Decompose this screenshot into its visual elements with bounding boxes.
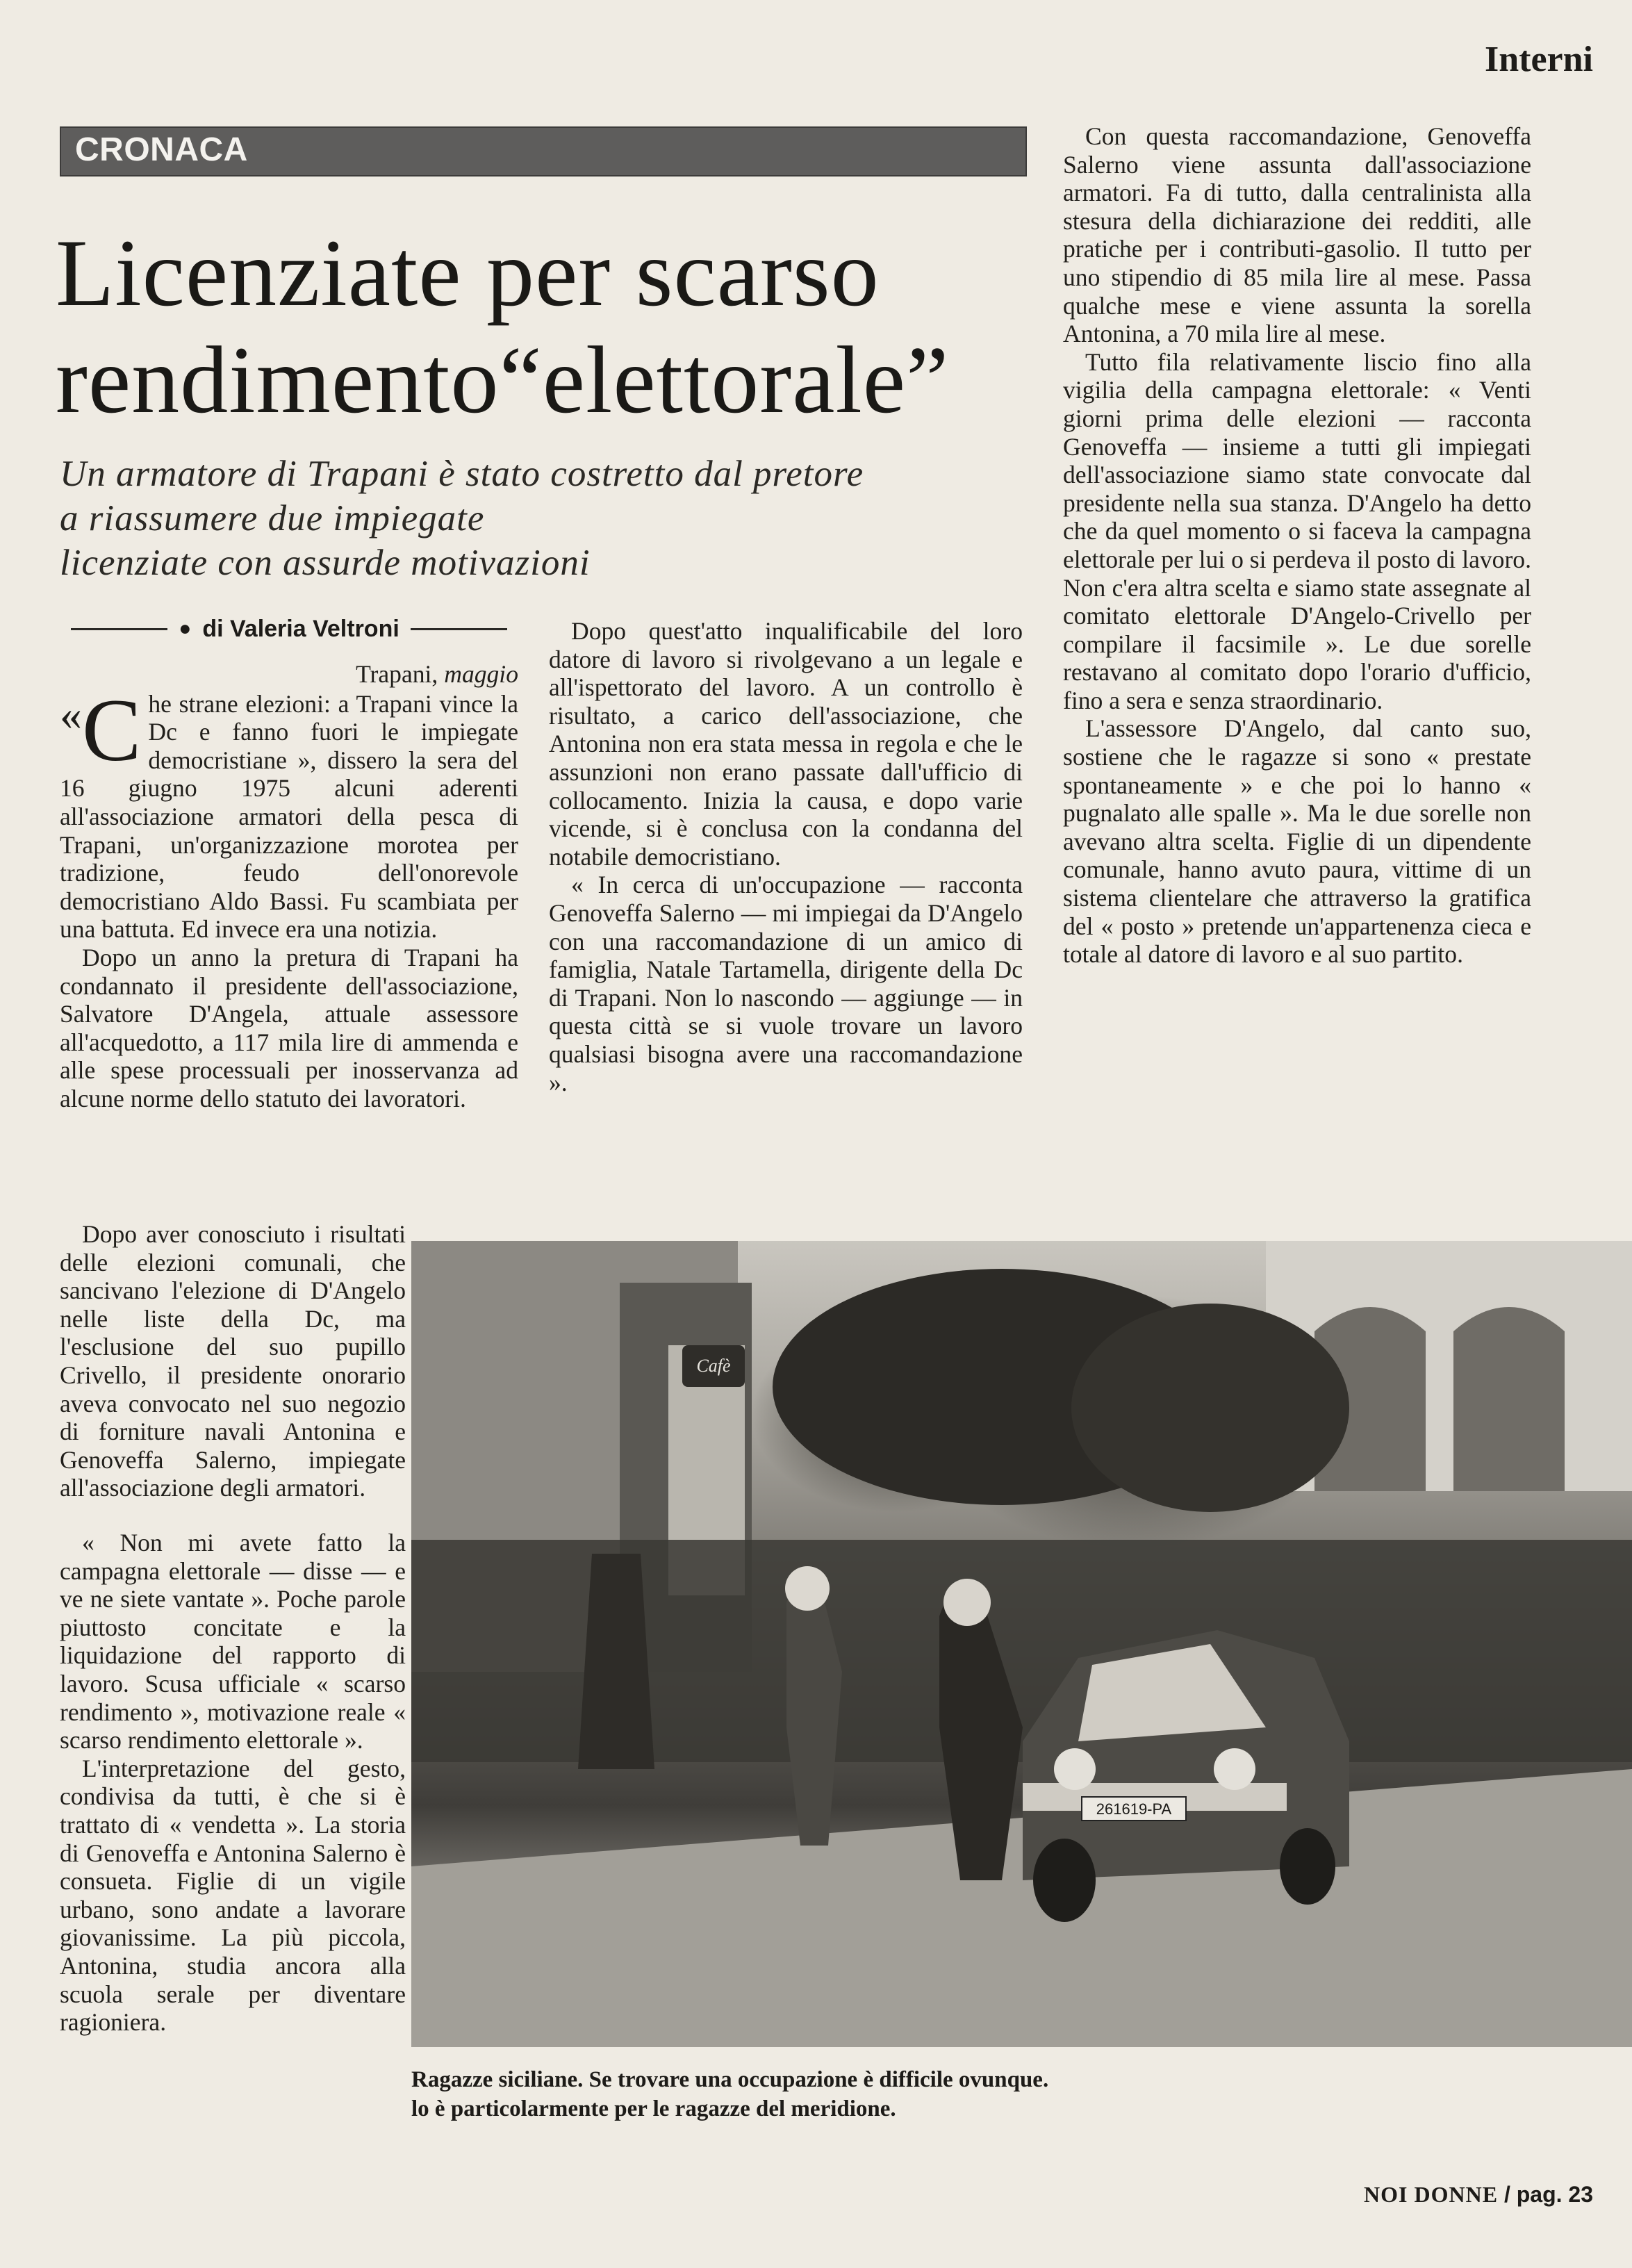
article-column-1-lower bbox=[60, 1529, 406, 2037]
car-headlight-right bbox=[1214, 1748, 1255, 1790]
article-paragraph-9: Tutto fila relativamente liscio fino alla vigilia della campagna elettorale: « Venti giorni prima delle elezioni — racconta Genoveffa — insieme a tutti gli impiegati dell'associazione siamo state convocate dal presidente nella sua stanza. D'Angelo ha detto che da quel momento o si faceva la campagna elettorale per lui o si perdeva il posto di lavoro. Non c'era altra scelta e siamo state assegnate al comitato elettorale D'Angelo-Crivello per compilare il facsimile ». Le due sorelle restavano al comitato dopo l'orario d'ufficio, fino a sera e senza straordinario. bbox=[1063, 347, 1531, 714]
car-wheel-front bbox=[1033, 1839, 1096, 1922]
article-paragraph-7: « In cerca di un'occupazione — racconta Genoveffa Salerno — mi impiegai da D'Angelo con una raccomandazione di un amico di famiglia, Natale Tartamella, dirigente della Dc di Trapani. Non lo nascondo — aggiunge — in questa città se si vuole trovare un lavoro qualsiasi bisogna avere una raccomandazione ». bbox=[549, 871, 1023, 1096]
article-column-1 bbox=[60, 660, 518, 1113]
caption-line-2: lo è particolarmente per le ragazze del meridione. bbox=[411, 2096, 896, 2121]
woman-right-face bbox=[943, 1579, 991, 1626]
byline bbox=[60, 611, 518, 646]
headline-line-1: Licenziate per scarso bbox=[56, 220, 880, 326]
arch-2 bbox=[1453, 1307, 1565, 1491]
byline-rule-left bbox=[71, 628, 167, 630]
subtitle bbox=[60, 452, 963, 585]
article-column-3 bbox=[1063, 122, 1531, 969]
footer-separator: / bbox=[1503, 2182, 1510, 2207]
article-paragraph-4: « Non mi avete fatto la campagna elettorale — disse — e ve ne siete vantate ». Poche parole piuttosto concitate e la liquidazione del rapporto di lavoro. Scusa ufficiale « scarso rendimento », motivazione reale « scarso rendimento elettorale ». bbox=[60, 1529, 406, 1755]
subtitle-line-1: Un armatore di Trapani è stato costretto dal pretore bbox=[60, 454, 864, 494]
photo-caption bbox=[411, 2065, 1632, 2123]
article-paragraph-10: L'assessore D'Angelo, dal canto suo, sostiene che le ragazze si sono « prestate spontaneamente » e che poi lo hanno « pugnalato alle spalle ». Ma le due sorelle non avevano altra scelta. Figlie di un dipendente comunale, hanno avuto paura, vittime di un sistema clientelare che attraverso la gratifica del « posto » pretende un'appartenenza cieca e totale al datore di lavoro e al suo partito. bbox=[1063, 714, 1531, 969]
article-photo bbox=[411, 1241, 1632, 2047]
woman-left-face bbox=[785, 1566, 830, 1611]
headline bbox=[56, 220, 1042, 434]
drop-cap-quote: « bbox=[60, 689, 82, 739]
article-paragraph-6: Dopo quest'atto inqualificabile del loro datore di lavoro si rivolgevano a un legale e all'ispettorato del lavoro. A un controllo è risultato, a carico dell'associazione, che Antonina non era stata messa in regola e che le assunzioni non erano passate dall'ufficio di collocamento. Inizia la causa, e dopo varie vicende, si è conclusa con la condanna del notabile democristiano. bbox=[549, 617, 1023, 871]
page-footer bbox=[1364, 2182, 1593, 2208]
section-name: Interni bbox=[1485, 40, 1593, 79]
car-wheel-rear bbox=[1280, 1828, 1335, 1905]
article-column-2 bbox=[549, 617, 1023, 1096]
article-paragraph-1 bbox=[60, 680, 518, 944]
byline-rule-right bbox=[411, 628, 507, 630]
subtitle-line-3: licenziate con assurde motivazioni bbox=[60, 543, 591, 583]
magazine-name: NOI DONNE bbox=[1364, 2182, 1499, 2207]
drop-cap-letter: C bbox=[82, 680, 142, 780]
dateline-place: Trapani, bbox=[356, 660, 438, 688]
page-number: pag. 23 bbox=[1516, 2182, 1593, 2207]
subtitle-line-2: a riassumere due impiegate bbox=[60, 498, 485, 539]
dateline-month: maggio bbox=[444, 660, 518, 688]
street bbox=[411, 1769, 1632, 2047]
cafe-sign-text: Cafè bbox=[696, 1356, 731, 1376]
headline-line-2: rendimento“elettorale” bbox=[56, 327, 950, 433]
paragraph-1-text: he strane elezioni: a Trapani vince la Dc e fanno fuori le impiegate democristiane », dissero la sera del 16 giugno 1975 alcuni aderenti all'associazione armatori della pesca di Trapani, un'organizzazione morotea per tradizione, feudo dell'onorevole democristiano Aldo Bassi. Fu scambiata per una battuta. Ed invece era una notizia. bbox=[60, 689, 518, 944]
tree-canopy-2 bbox=[1071, 1304, 1349, 1512]
article-paragraph-2: Dopo un anno la pretura di Trapani ha condannato il presidente dell'associazione, Salvatore D'Angela, attuale assessore all'acquedotto, a 117 mila lire di ammenda e alle spese processuali per inosservanza ad alcune norme dello statuto dei lavoratori. bbox=[60, 943, 518, 1112]
bullet-icon: ● bbox=[179, 617, 192, 640]
article-paragraph-8: Con questa raccomandazione, Genoveffa Salerno viene assunta dall'associazione armatori. Fa di tutto, dalla centralinista alla stesura della dichiarazione dei redditi, alle pratiche per i contributi-gasolio. Il tutto per uno stipendio di 85 mila lire al mese. Passa qualche mese e viene assunta la sorella Antonina, a 70 mila lire al mese. bbox=[1063, 122, 1531, 348]
street-scene-illustration bbox=[411, 1241, 1632, 2047]
license-plate-text: 261619-PA bbox=[1096, 1800, 1172, 1818]
kicker-label: CRONACA bbox=[75, 131, 248, 168]
article-paragraph-5: L'interpretazione del gesto, condivisa da tutti, è che si è trattato di « vendetta ». La storia di Genoveffa e Antonina Salerno è consueta. Figlie di un vigile urbano, sono andate a lavorare giovanissime. La più piccola, Antonina, studia ancora alla scuola serale per diventare ragioniera. bbox=[60, 1754, 406, 2037]
drop-cap bbox=[60, 680, 148, 780]
byline-author: di Valeria Veltroni bbox=[202, 615, 399, 642]
car-headlight-left bbox=[1054, 1748, 1096, 1790]
article-paragraph-3: Dopo aver conosciuto i risultati delle elezioni comunali, che sancivano l'elezione di D'Angelo nelle liste della Dc, ma l'esclusione del suo pupillo Crivello, il presidente onorario aveva convocato nel suo negozio di forniture navali Antonina e Genoveffa Salerno, impiegate all'associazione degli armatori. bbox=[60, 1220, 406, 1502]
caption-line-1: Ragazze siciliane. Se trovare una occupazione è difficile ovunque. bbox=[411, 2067, 1049, 2092]
